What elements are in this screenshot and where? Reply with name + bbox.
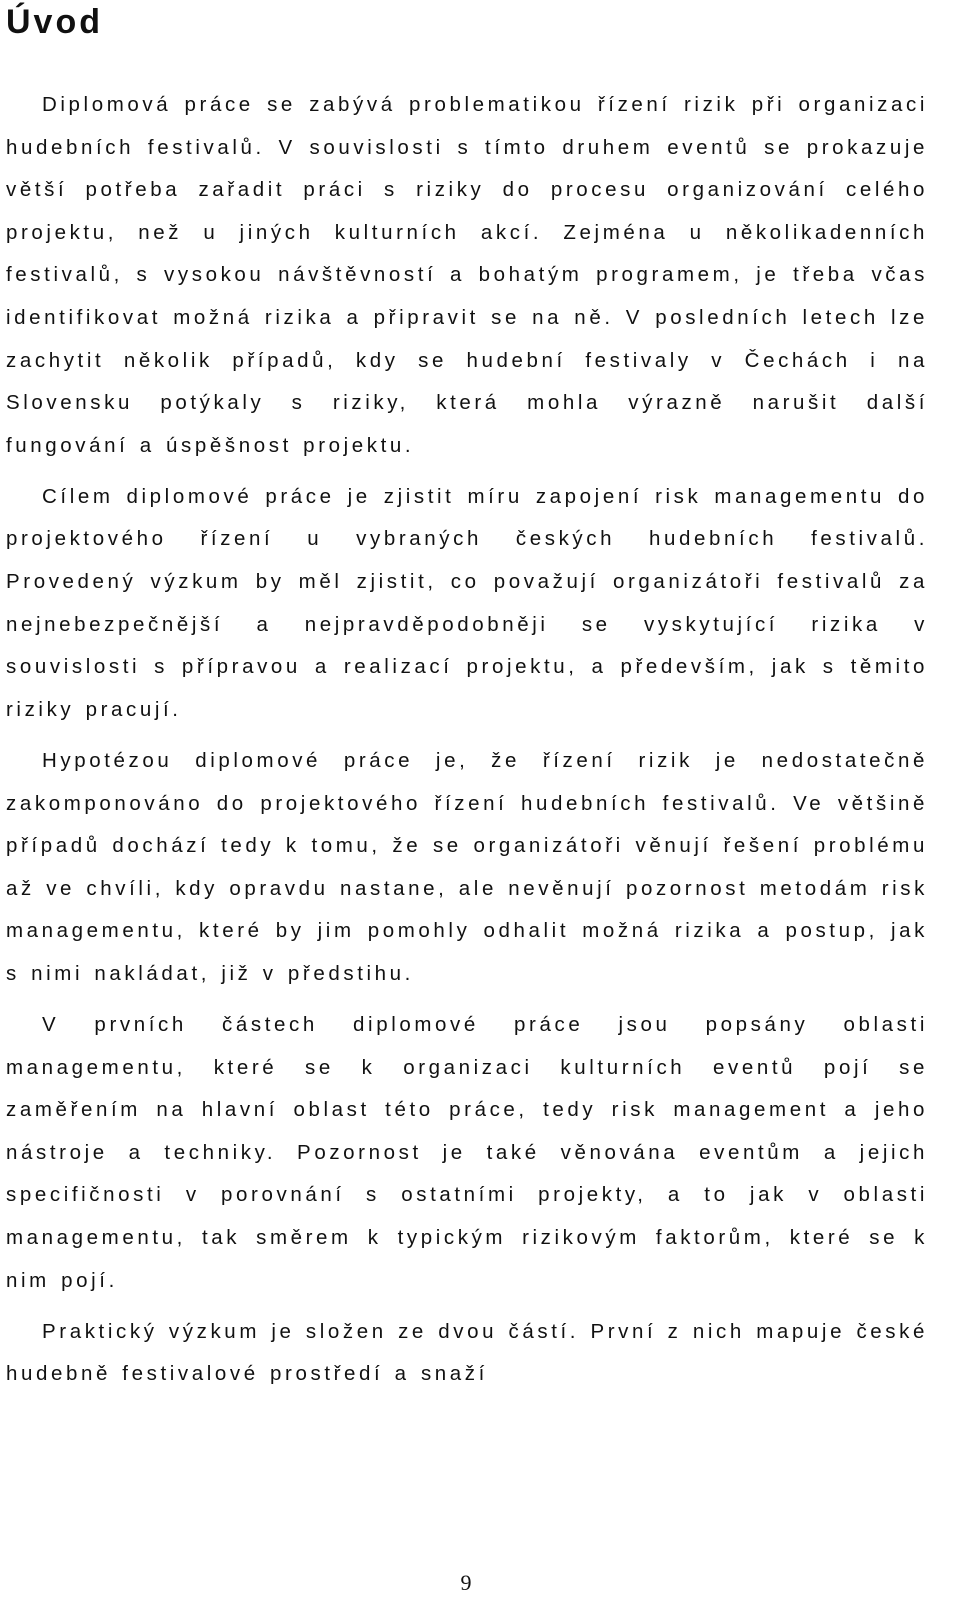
paragraph-hypothesis: Hypotézou diplomové práce je, že řízení rizik je nedostatečně zakomponováno do projektového řízení hudebních festivalů. Ve většině případů dochází tedy k tomu, že se organizátoři věnují řešení problému až ve chvíli, kdy opravdu nastane, ale nevěnují pozornost metodám risk managementu, které by jim pomohly odhalit možná rizika a postup, jak s nimi nakládat, již v předstihu. [6,748,928,985]
section-heading: Úvod [6,3,103,41]
paragraph-research: Praktický výzkum je složen ze dvou částí. První z nich mapuje české hudebně festivalové prostředí a snaží [6,1319,928,1386]
body-text [6,84,928,1404]
paragraph-structure: V prvních částech diplomové práce jsou popsány oblasti managementu, které se k organizaci kulturních eventů pojí se zaměřením na hlavní oblast této práce, tedy risk management a jeho nástroje a techniky. Pozornost je také věnována eventům a jejich specifičnosti v porovnání s ostatními projekty, a to jak v oblasti managementu, tak směrem k typickým rizikovým faktorům, které se k nim pojí. [6,1012,928,1292]
page-number: 9 [460,1570,472,1595]
paragraph-goal: Cílem diplomové práce je zjistit míru zapojení risk managementu do projektového řízení u vybraných českých hudebních festivalů. Provedený výzkum by měl zjistit, co považují organizátoři festivalů za nejnebezpečnější a nejpravděpodobněji se vyskytující rizika v souvislosti s přípravou a realizací projektu, a především, jak s těmito riziky pracují. [6,484,928,721]
paragraph-intro: Diplomová práce se zabývá problematikou řízení rizik při organizaci hudebních festivalů. V souvislosti s tímto druhem eventů se prokazuje větší potřeba zařadit práci s riziky do procesu organizování celého projektu, než u jiných kulturních akcí. Zejména u několikadenních festivalů, s vysokou návštěvností a bohatým programem, je třeba včas identifikovat možná rizika a připravit se na ně. V posledních letech lze zachytit několik případů, kdy se hudební festivaly v Čechách i na Slovensku potýkaly s riziky, která mohla výrazně narušit další fungování a úspěšnost projektu. [6,93,928,457]
